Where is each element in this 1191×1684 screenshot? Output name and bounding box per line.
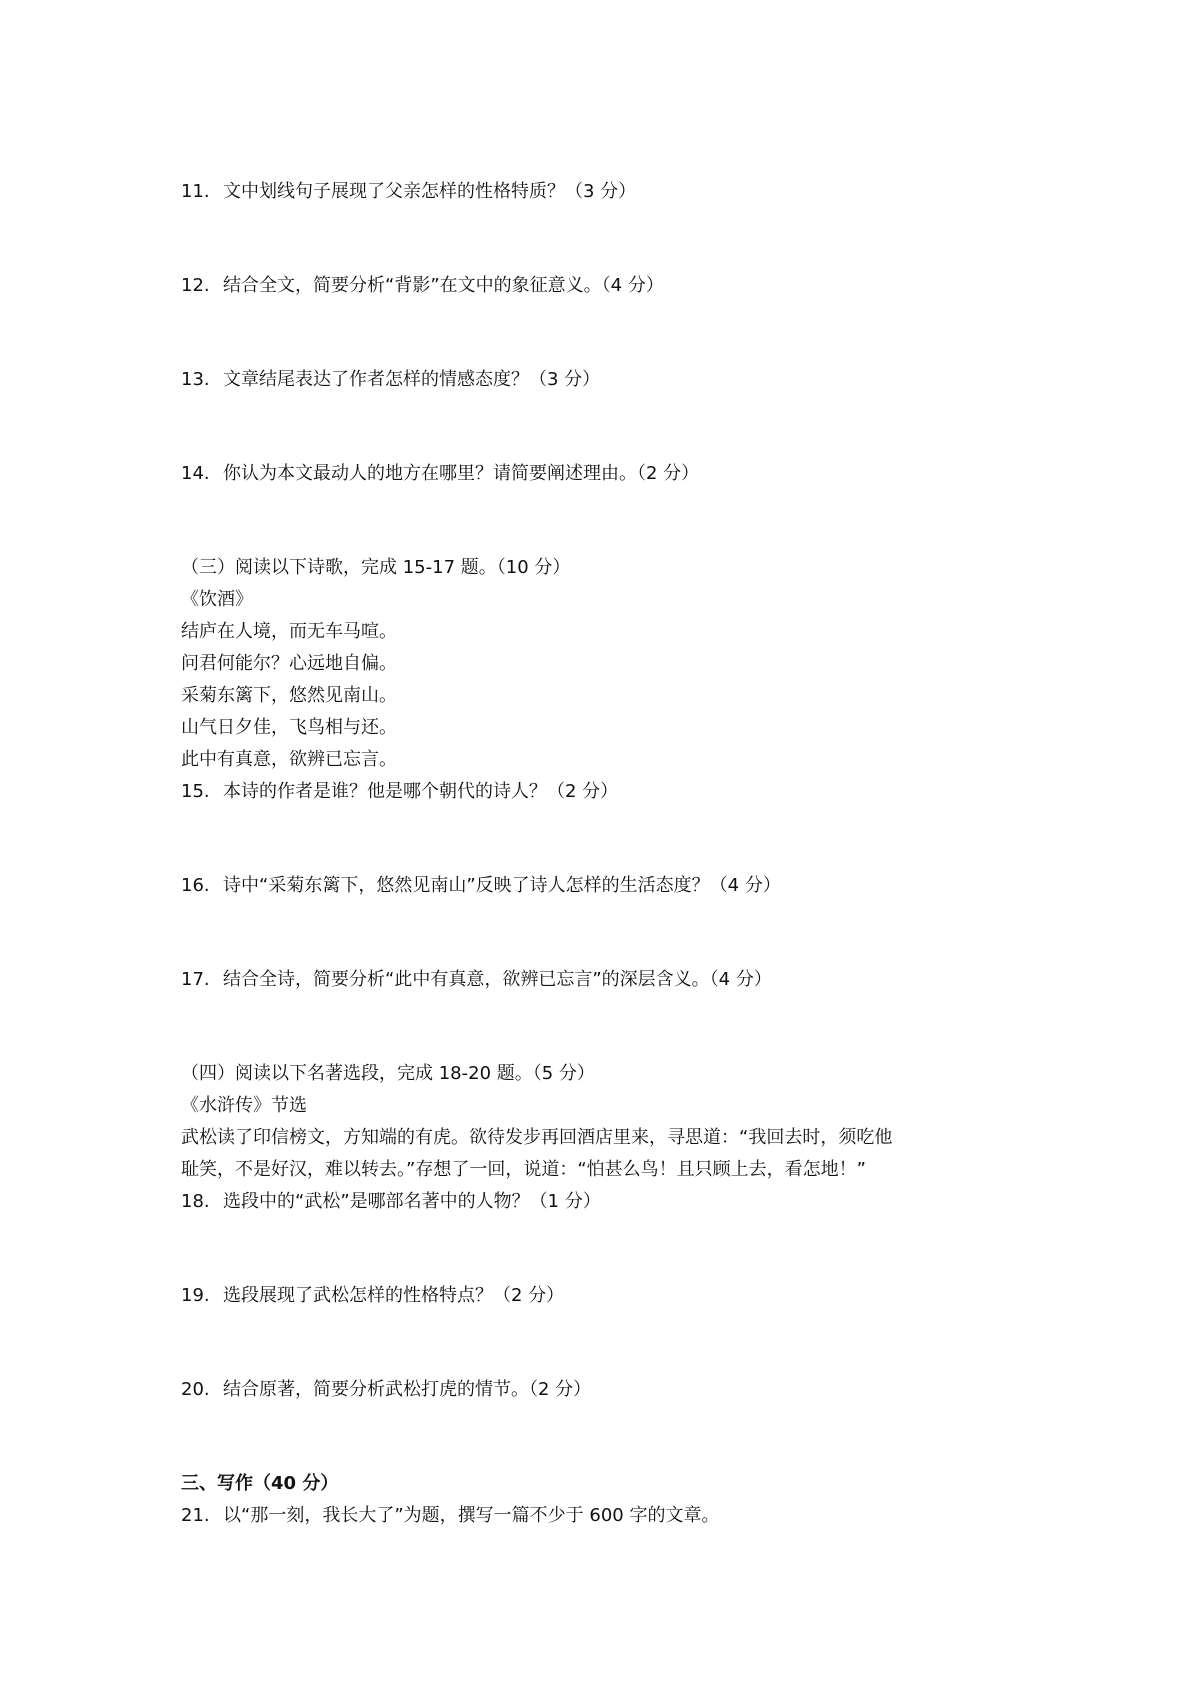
question-21 <box>181 1504 719 1528</box>
question-text: 文中划线句子展现了父亲怎样的性格特质？（3 分） <box>223 181 637 202</box>
question-text: 结合全诗，简要分析“此中有真意，欲辨已忘言”的深层含义。（4 分） <box>223 969 772 990</box>
question-text: 选段中的“武松”是哪部名著中的人物？（1 分） <box>223 1191 601 1212</box>
question-number: 11. <box>181 181 210 202</box>
question-16 <box>181 874 781 898</box>
question-number: 18. <box>181 1191 210 1212</box>
question-15 <box>181 780 618 804</box>
question-text: 本诗的作者是谁？他是哪个朝代的诗人？（2 分） <box>223 781 619 802</box>
question-13 <box>181 368 600 392</box>
question-number: 19. <box>181 1285 210 1306</box>
excerpt-line: 耻笑，不是好汉，难以转去。”存想了一回，说道：“怕甚么鸟！且只顾上去，看怎地！” <box>181 1159 866 1180</box>
poem-title: 《饮酒》 <box>181 589 253 610</box>
question-number: 21. <box>181 1505 210 1526</box>
poem-line: 问君何能尔？心远地自偏。 <box>181 653 397 674</box>
question-text: 你认为本文最动人的地方在哪里？请简要阐述理由。（2 分） <box>223 463 700 484</box>
poem-line: 此中有真意，欲辨已忘言。 <box>181 749 397 770</box>
question-18 <box>181 1190 601 1214</box>
question-number: 12. <box>181 275 210 296</box>
question-text: 结合全文，简要分析“背影”在文中的象征意义。（4 分） <box>223 275 664 296</box>
question-number: 20. <box>181 1379 210 1400</box>
writing-heading: 三、写作（40 分） <box>181 1473 339 1494</box>
excerpt-line: 武松读了印信榜文，方知端的有虎。欲待发步再回酒店里来，寻思道：“我回去时，须吃他 <box>181 1127 893 1148</box>
question-text: 诗中“采菊东篱下，悠然见南山”反映了诗人怎样的生活态度？（4 分） <box>223 875 781 896</box>
question-12 <box>181 274 664 298</box>
question-text: 文章结尾表达了作者怎样的情感态度？（3 分） <box>223 369 601 390</box>
question-11 <box>181 180 636 204</box>
question-14 <box>181 462 699 486</box>
section3-intro: （三）阅读以下诗歌，完成 15-17 题。（10 分） <box>181 557 571 578</box>
question-number: 16. <box>181 875 210 896</box>
poem-line: 山气日夕佳，飞鸟相与还。 <box>181 717 397 738</box>
question-text: 结合原著，简要分析武松打虎的情节。（2 分） <box>223 1379 592 1400</box>
poem-line: 采菊东篱下，悠然见南山。 <box>181 685 397 706</box>
question-17 <box>181 968 772 992</box>
section4-intro: （四）阅读以下名著选段，完成 18-20 题。（5 分） <box>181 1063 595 1084</box>
question-number: 17. <box>181 969 210 990</box>
question-19 <box>181 1284 564 1308</box>
question-20 <box>181 1378 591 1402</box>
question-text: 以“那一刻，我长大了”为题，撰写一篇不少于 600 字的文章。 <box>223 1505 720 1526</box>
question-number: 15. <box>181 781 210 802</box>
question-number: 13. <box>181 369 210 390</box>
excerpt-title: 《水浒传》节选 <box>181 1095 307 1116</box>
question-number: 14. <box>181 463 210 484</box>
poem-line: 结庐在人境，而无车马喧。 <box>181 621 397 642</box>
question-text: 选段展现了武松怎样的性格特点？（2 分） <box>223 1285 565 1306</box>
